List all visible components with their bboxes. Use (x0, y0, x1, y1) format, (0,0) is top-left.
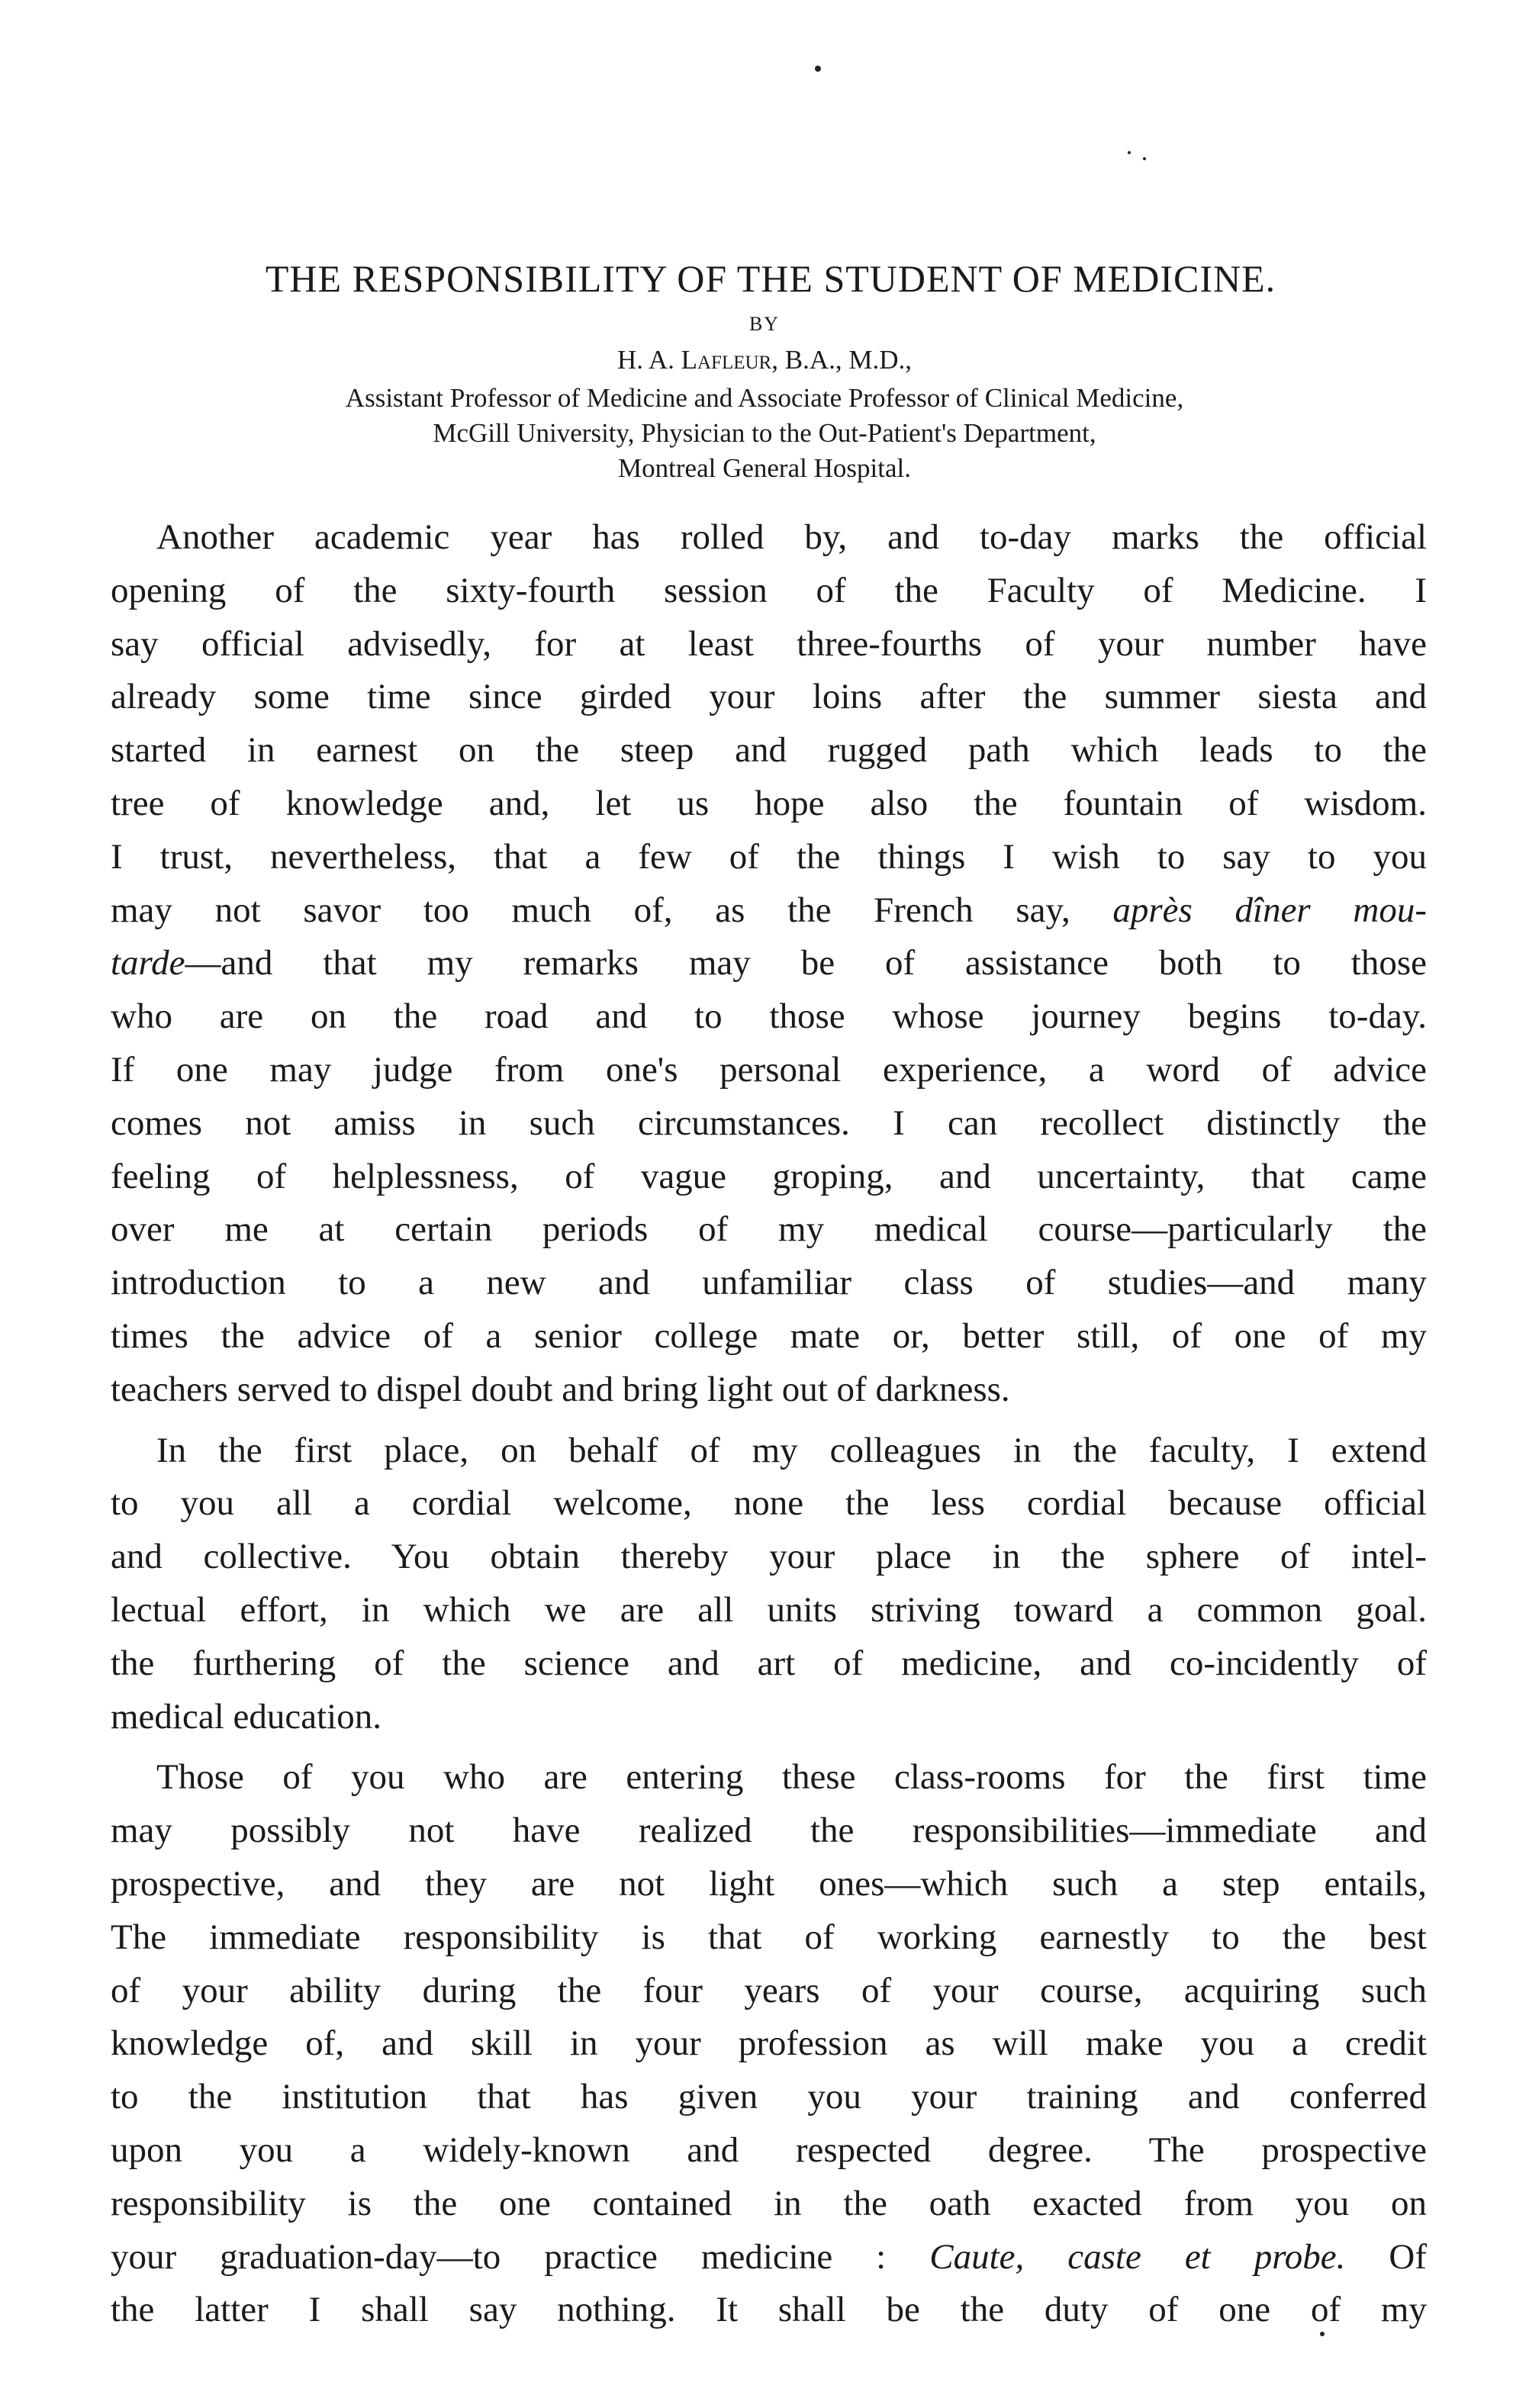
ink-speck (1128, 151, 1131, 154)
text-line: Those of you who are entering these class-rooms for the first time (156, 1757, 1427, 1798)
paragraph (111, 511, 1427, 1417)
text-line: lectual effort, in which we are all units striving toward a common goal. (111, 1589, 1427, 1630)
byline: BY (748, 313, 781, 335)
ink-speck (815, 66, 821, 72)
text-run: may not savor too much of, as the French say, (111, 890, 1113, 930)
text-line: times the advice of a senior college mate or, better still, of one of my (111, 1315, 1427, 1356)
text-line: feeling of helplessness, of vague groping, and uncertainty, that came (111, 1156, 1427, 1196)
affiliation-line: McGill University, Physician to the Out-Patient's Department, (433, 418, 1096, 448)
text-line: say official advisedly, for at least three-fourths of your number have (111, 623, 1427, 664)
text-line: of your ability during the four years of your course, acquiring such (111, 1970, 1427, 2010)
text-line: The immediate responsibility is that of working earnestly to the best (111, 1917, 1427, 1957)
ink-speck (1143, 157, 1146, 160)
text-line: the furthering of the science and art of medicine, and co-incidently of (111, 1643, 1427, 1683)
article-body (111, 511, 1427, 2337)
text-line: knowledge of, and skill in your profession as will make you a credit (111, 2023, 1427, 2064)
text-line: to you all a cordial welcome, none the less cordial because official (111, 1483, 1427, 1524)
text-line: I trust, nevertheless, that a few of the things I wish to say to you (111, 836, 1427, 877)
text-line: already some time since girded your loins after the summer siesta and (111, 677, 1427, 717)
text-line: medical education. (111, 1696, 381, 1737)
text-line: comes not amiss in such circumstances. I can recollect distinctly the (111, 1103, 1427, 1143)
text-run: —and that my remarks may be of assistance both to those (185, 943, 1427, 983)
text-line: opening of the sixty-fourth session of the Faculty of Medicine. I (111, 570, 1427, 610)
text-line: to the institution that has given you your training and conferred (111, 2077, 1427, 2117)
author-line (0, 345, 1529, 375)
text-line: In the first place, on behalf of my colleagues in the faculty, I extend (156, 1430, 1427, 1470)
affiliation-line: Assistant Professor of Medicine and Associate Professor of Clinical Medicine, (345, 383, 1184, 413)
text-line: responsibility is the one contained in the oath exacted from you on (111, 2183, 1427, 2223)
italic-phrase: tarde (111, 943, 185, 983)
paragraph (111, 1751, 1427, 2337)
text-line (111, 937, 1427, 990)
article-title: THE RESPONSIBILITY OF THE STUDENT OF MEDICINE. (265, 257, 1276, 300)
text-line: introduction to a new and unfamiliar class of studies—and many (111, 1263, 1427, 1303)
text-line: and collective. You obtain thereby your place in the sphere of intel- (111, 1537, 1427, 1577)
paragraph (111, 1425, 1427, 1744)
latin-motto: Caute, caste et probe. (929, 2236, 1346, 2277)
italic-phrase: après dîner mou- (1112, 890, 1427, 930)
text-line: started in earnest on the steep and rugged path which leads to the (111, 730, 1427, 771)
text-run: your graduation-day—to practice medicine : (111, 2236, 930, 2277)
author-initials: H. A. (616, 345, 681, 375)
text-line (111, 2231, 1427, 2284)
text-line: over me at certain periods of my medical course—particularly the (111, 1209, 1427, 1250)
text-line: If one may judge from one's personal experience, a word of advice (111, 1049, 1427, 1090)
text-line: teachers served to dispel doubt and bring light out of darkness. (111, 1369, 1010, 1409)
text-line: upon you a widely-known and respected degree. The prospective (111, 2130, 1427, 2170)
text-line: may possibly not have realized the responsibilities—immediate and (111, 1811, 1427, 1851)
text-line: tree of knowledge and, let us hope also the fountain of wisdom. (111, 783, 1427, 823)
text-line: who are on the road and to those whose journey begins to-day. (111, 996, 1427, 1037)
text-run: Of (1345, 2236, 1427, 2277)
text-line: prospective, and they are not light ones—which such a step entails, (111, 1863, 1427, 1904)
author-degrees: , B.A., M.D., (771, 345, 912, 375)
text-line: the latter I shall say nothing. It shall be the duty of one of my (111, 2290, 1427, 2330)
text-line: Another academic year has rolled by, and to-day marks the official (156, 517, 1427, 557)
author-surname: Lafleur (681, 345, 772, 375)
affiliation-line: Montreal General Hospital. (618, 453, 911, 483)
text-line (111, 884, 1427, 938)
